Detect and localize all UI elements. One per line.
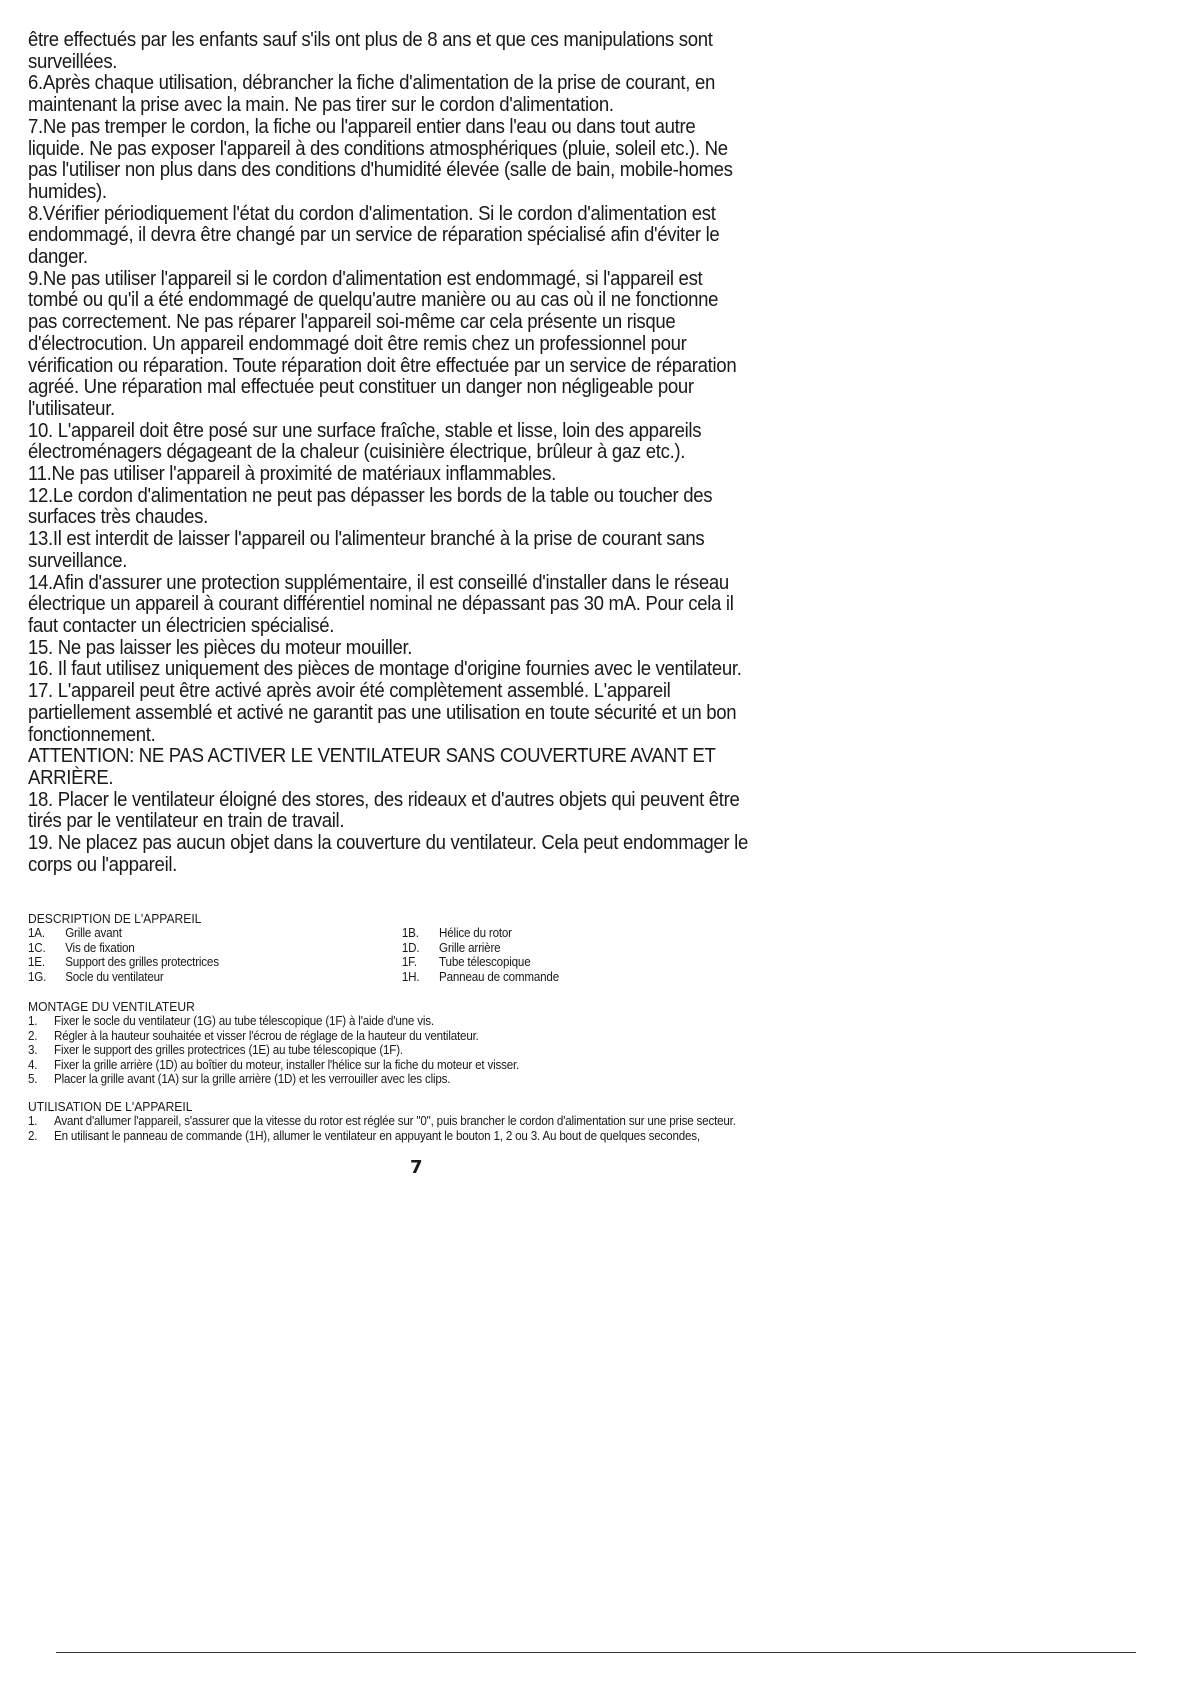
text-line: 12.Le cordon d'alimentation ne peut pas dépasser les bords de la table ou toucher des xyxy=(28,484,713,507)
part-label: Support des grilles protectrices xyxy=(65,955,219,969)
text-line: endommagé, il devra être changé par un service de réparation spécialisé afin d'éviter le xyxy=(28,224,720,247)
text-line: surveillance. xyxy=(28,549,128,572)
part-label: Vis de fixation xyxy=(65,940,135,955)
text-line: 13.Il est interdit de laisser l'appareil ou l'alimenteur branché à la prise de courant sans xyxy=(28,528,705,551)
text-line: danger. xyxy=(28,246,88,269)
step-number: 4. xyxy=(28,1057,38,1072)
step-text: Régler à la hauteur souhaitée et visser l'écrou de réglage de la hauteur du ventilateur. xyxy=(54,1028,479,1043)
text-line: 18. Placer le ventilateur éloigné des stores, des rideaux et d'autres objets qui peuvent être xyxy=(28,788,740,811)
text-line: vérification ou réparation. Toute réparation doit être effectuée par un service de réparation xyxy=(28,354,737,377)
part-code: 1F. xyxy=(401,955,417,969)
text-line: ATTENTION: NE PAS ACTIVER LE VENTILATEUR SANS COUVERTURE AVANT ET xyxy=(28,745,716,768)
part-item xyxy=(28,941,135,956)
list-item xyxy=(28,1058,828,1073)
montage-heading: MONTAGE DU VENTILATEUR xyxy=(28,999,195,1014)
parts-list xyxy=(28,926,791,988)
list-item xyxy=(28,1029,828,1044)
footer-divider xyxy=(56,1652,1136,1653)
part-label: Panneau de commande xyxy=(439,969,559,984)
description-heading: DESCRIPTION DE L'APPAREIL xyxy=(28,911,202,926)
step-number: 2. xyxy=(28,1128,38,1143)
part-item xyxy=(402,955,531,970)
part-label: Hélice du rotor xyxy=(439,926,512,940)
montage-section xyxy=(28,1000,888,1087)
part-item xyxy=(28,926,122,941)
text-line: 9.Ne pas utiliser l'appareil si le cordon d'alimentation est endommagé, si l'appareil est xyxy=(28,267,703,290)
part-item xyxy=(28,955,219,970)
text-line: électrique un appareil à courant différentiel nominal ne dépassant pas 30 mA. Pour cela il xyxy=(28,593,734,616)
part-code: 1H. xyxy=(401,969,420,984)
part-item xyxy=(402,941,501,956)
part-item xyxy=(28,970,164,985)
text-line: surveillées. xyxy=(28,50,118,73)
text-line: être effectués par les enfants sauf s'ils ont plus de 8 ans et que ces manipulations sont xyxy=(28,29,713,51)
list-item xyxy=(28,1014,828,1029)
text-line: 10. L'appareil doit être posé sur une surface fraîche, stable et lisse, loin des appareils xyxy=(28,419,702,442)
list-item xyxy=(28,1114,828,1129)
list-item xyxy=(28,1072,828,1087)
part-label: Tube télescopique xyxy=(439,955,531,969)
step-text: Fixer le support des grilles protectrices (1E) au tube télescopique (1F). xyxy=(54,1043,403,1057)
part-code: 1A. xyxy=(28,926,45,940)
text-line: 7.Ne pas tremper le cordon, la fiche ou l'appareil entier dans l'eau ou dans tout autre xyxy=(28,115,696,138)
part-label: Socle du ventilateur xyxy=(65,969,164,984)
part-label: Grille avant xyxy=(65,926,122,940)
text-line: 11.Ne pas utiliser l'appareil à proximité de matériaux inflammables. xyxy=(28,463,556,486)
text-line: fonctionnement. xyxy=(28,723,156,746)
text-line: pas l'utiliser non plus dans des conditions d'humidité élevée (salle de bain, mobile-homes xyxy=(28,159,733,182)
text-line: surfaces très chaudes. xyxy=(28,506,208,529)
text-line: liquide. Ne pas exposer l'appareil à des conditions atmosphériques (pluie, soleil etc.). Ne xyxy=(28,137,728,160)
text-line: 15. Ne pas laisser les pièces du moteur mouiller. xyxy=(28,636,413,659)
utilisation-steps xyxy=(28,1114,828,1143)
step-number: 1. xyxy=(28,1114,38,1128)
step-text: Placer la grille avant (1A) sur la grille arrière (1D) et les verrouiller avec les clips. xyxy=(54,1072,451,1086)
page-number: 7 xyxy=(410,1157,423,1178)
step-number: 2. xyxy=(28,1028,38,1043)
step-number: 1. xyxy=(28,1014,38,1028)
utilisation-heading: UTILISATION DE L'APPAREIL xyxy=(28,1099,193,1114)
text-line: 14.Afin d'assurer une protection supplémentaire, il est conseillé d'installer dans le réseau xyxy=(28,571,729,594)
safety-instructions xyxy=(28,30,781,876)
step-text: Avant d'allumer l'appareil, s'assurer que la vitesse du rotor est réglée sur "0", puis brancher le cordon d'alimentation sur une prise secteur. xyxy=(54,1114,736,1128)
text-line: maintenant la prise avec la main. Ne pas tirer sur le cordon d'alimentation. xyxy=(28,94,614,117)
list-item xyxy=(28,1043,828,1058)
step-text: Fixer la grille arrière (1D) au boîtier du moteur, installer l'hélice sur la fiche du moteur et visser. xyxy=(54,1057,520,1072)
text-line: 16. Il faut utilisez uniquement des pièces de montage d'origine fournies avec le ventilateur. xyxy=(28,658,742,681)
part-item xyxy=(402,926,512,941)
text-line: 6.Après chaque utilisation, débrancher la fiche d'alimentation de la prise de courant, en xyxy=(28,72,716,95)
list-item xyxy=(28,1129,828,1144)
text-line: pas correctement. Ne pas réparer l'appareil soi-même car cela présente un risque xyxy=(28,311,676,334)
part-label: Grille arrière xyxy=(439,940,501,955)
part-code: 1C. xyxy=(28,940,46,955)
text-line: d'électrocution. Un appareil endommagé doit être remis chez un professionnel pour xyxy=(28,332,687,355)
step-text: Fixer le socle du ventilateur (1G) au tube télescopique (1F) à l'aide d'une vis. xyxy=(54,1014,434,1028)
part-code: 1G. xyxy=(28,969,47,984)
text-line: 8.Vérifier périodiquement l'état du cordon d'alimentation. Si le cordon d'alimentation est xyxy=(28,202,716,225)
utilisation-section xyxy=(28,1100,888,1143)
part-item xyxy=(402,970,559,985)
text-line: humides). xyxy=(28,180,107,203)
montage-steps xyxy=(28,1014,828,1087)
text-line: tirés par le ventilateur en train de travail. xyxy=(28,810,345,833)
text-line: 19. Ne placez pas aucun objet dans la couverture du ventilateur. Cela peut endommager le xyxy=(28,832,748,855)
text-line: corps ou l'appareil. xyxy=(28,853,178,876)
description-section xyxy=(28,912,848,988)
text-line: l'utilisateur. xyxy=(28,397,115,420)
step-text: En utilisant le panneau de commande (1H), allumer le ventilateur en appuyant le bouton 1, 2 ou 3. Au bout de quelques secondes, xyxy=(54,1128,700,1143)
step-number: 5. xyxy=(28,1072,38,1086)
part-code: 1B. xyxy=(401,926,419,940)
part-code: 1D. xyxy=(401,940,420,955)
text-line: 17. L'appareil peut être activé après avoir été complètement assemblé. L'appareil xyxy=(28,680,671,703)
text-line: agréé. Une réparation mal effectuée peut constituer un danger non négligeable pour xyxy=(28,376,694,399)
text-line: tombé ou qu'il a été endommagé de quelqu'autre manière ou au cas où il ne fonctionne xyxy=(28,289,719,312)
text-line: ARRIÈRE. xyxy=(28,766,114,789)
part-code: 1E. xyxy=(28,955,45,969)
text-line: faut contacter un électricien spécialisé. xyxy=(28,614,335,637)
text-line: électroménagers dégageant de la chaleur (cuisinière électrique, brûleur à gaz etc.). xyxy=(28,441,686,464)
text-line: partiellement assemblé et activé ne garantit pas une utilisation en toute sécurité et un bon xyxy=(28,701,737,724)
step-number: 3. xyxy=(28,1043,38,1057)
